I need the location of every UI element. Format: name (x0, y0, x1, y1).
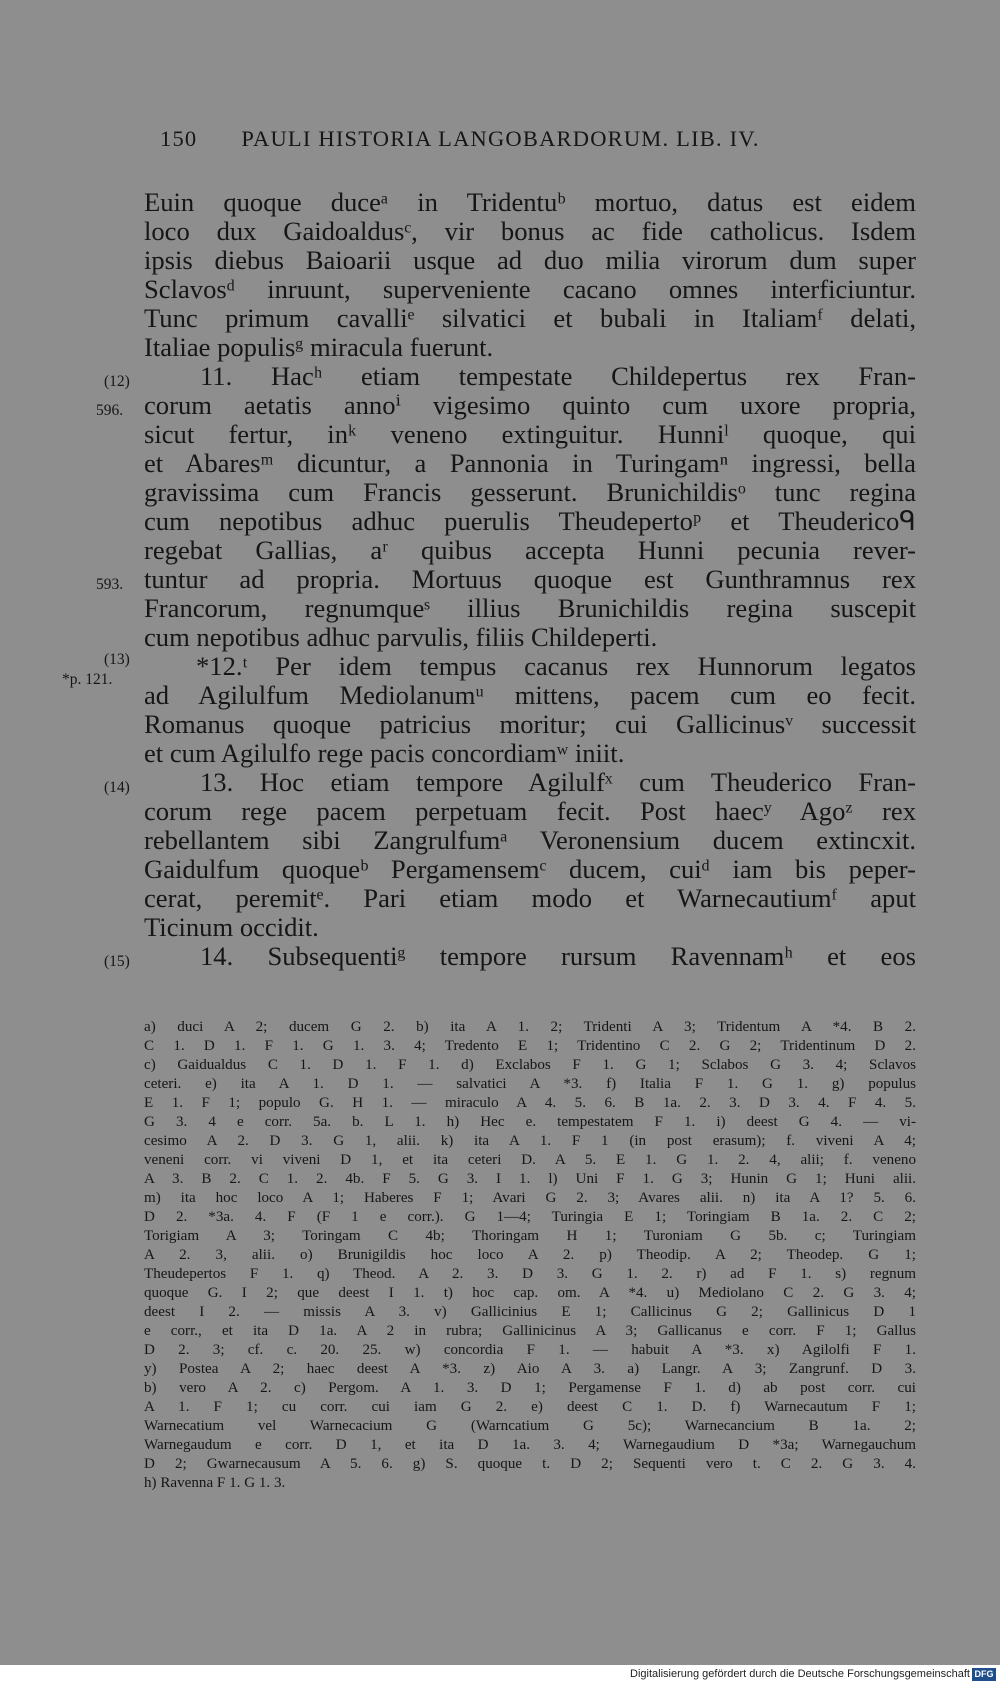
text-line: Francorum, regnumqueˢ illius Brunichildis regina suscepit (144, 593, 916, 623)
footnote-line: D 2. 3; cf. c. 20. 25. w) concordia F 1. — habuit A *3. x) Agilolfi F 1. (144, 1342, 916, 1358)
footnote-line: veneni corr. vi viveni D 1, et ita ceteri D. A 5. E 1. G 1. 2. 4, alii; f. veneno (144, 1152, 916, 1168)
text-line: Gaidulfum quoqueᵇ Pergamensemᶜ ducem, cuiᵈ iam bis peper- (144, 854, 916, 884)
footnote-line: Torigiam A 3; Toringam C 4b; Thoringam H 1; Turoniam G 5b. c; Turingiam (144, 1228, 916, 1244)
footnote-line: ceteri. e) ita A 1. D 1. — salvatici A *3. f) Italia F 1. G 1. g) populus (144, 1076, 916, 1092)
text-line: loco dux Gaidoaldusᶜ, vir bonus ac fide catholicus. Isdem (144, 216, 916, 246)
text-line: et Abaresᵐ dicuntur, a Pannonia in Turingamⁿ ingressi, bella (144, 448, 916, 478)
text-line: sicut fertur, inᵏ veneno extinguitur. Hunniˡ quoque, qui (144, 419, 916, 449)
chapter-14-start: 14. Subsequentiᵍ tempore rursum Ravennamʰ et eos (200, 941, 916, 971)
digitization-credit: Digitalisierung gefördert durch die Deutsche Forschungsgemeinschaft (630, 1668, 970, 1680)
footnote-line: A 3. B 2. C 1. 2. 4b. F 5. G 3. I 1. l) Uni F 1. G 3; Hunin G 1; Huni alii. (144, 1171, 916, 1187)
text-line: Euin quoque duceᵃ in Tridentuᵇ mortuo, datus est eidem (144, 187, 916, 217)
footnote-line: A 2. 3, alii. o) Brunigildis hoc loco A 2. p) Theodip. A 2; Theodep. G 1; (144, 1247, 916, 1263)
footnote-line: y) Postea A 2; haec deest A *3. z) Aio A 3. a) Langr. A 3; Zangrunf. D 3. (144, 1361, 916, 1377)
footnote-line: D 2; Gwarnecausum A 5. 6. g) S. quoque t. D 2; Sequenti vero t. C 2. G 3. 4. (144, 1456, 916, 1472)
chapter-12-start: *12.ᵗ Per idem tempus cacanus rex Hunnorum legatos (196, 651, 916, 681)
margin-year: 593. (96, 576, 124, 593)
footnote-line: D 2. *3a. 4. F (F 1 e corr.). G 1—4; Turingia E 1; Toringiam B 1a. 2. C 2; (144, 1209, 916, 1225)
footnote-line: Warnecatium vel Warnecacium G (Warncatium G 5c); Warnecancium B 1a. 2; (144, 1418, 916, 1434)
text-line: corum rege pacem perpetuam fecit. Post haecʸ Agoᶻ rex (144, 796, 916, 826)
text-line: cum nepotibus adhuc parvulis, filiis Childeperti. (144, 622, 658, 652)
page-number: 150 (160, 126, 198, 151)
margin-chapter-number: (13) (104, 651, 130, 668)
text-line: et cum Agilulfo rege pacis concordiamʷ iniit. (144, 738, 625, 768)
text-line: ad Agilulfum Mediolanumᵘ mittens, pacem cum eo fecit. (144, 680, 916, 710)
footnote-line: Theudepertos F 1. q) Theod. A 2. 3. D 3. G 1. 2. r) ad F 1. s) regnum (144, 1266, 916, 1282)
footnote-line: h) Ravenna F 1. G 1. 3. (144, 1475, 286, 1491)
text-line: Tunc primum cavalliᵉ silvatici et bubali in Italiamᶠ delati, (144, 303, 916, 333)
text-line: Ticinum occidit. (144, 912, 319, 942)
margin-chapter-number: (14) (104, 779, 130, 796)
text-line: Romanus quoque patricius moritur; cui Gallicinusᵛ successit (144, 709, 916, 739)
footnote-line: Warnegaudum e corr. D 1, et ita D 1a. 3. 4; Warnegaudium D *3a; Warnegauchum (144, 1437, 916, 1453)
footnote-line: b) vero A 2. c) Pergom. A 1. 3. D 1; Pergamense F 1. d) ab post corr. cui (144, 1380, 916, 1396)
footnote-line: cesimo A 2. D 3. G 1, alii. k) ita A 1. F 1 (in post erasum); f. viveni A 4; (144, 1133, 916, 1149)
text-line: cerat, peremitᵉ. Pari etiam modo et Warnecautiumᶠ aput (144, 883, 916, 913)
footnote-line: a) duci A 2; ducem G 2. b) ita A 1. 2; Tridenti A 3; Tridentum A *4. B 2. (144, 1019, 916, 1035)
text-line: corum aetatis annoⁱ vigesimo quinto cum uxore propria, (144, 390, 916, 420)
footnote-line: c) Gaidualdus C 1. D 1. F 1. d) Exclabos F 1. G 1; Sclabos G 3. 4; Sclavos (144, 1057, 916, 1073)
text-line: rebellantem sibi Zangrulfumᵃ Veronensium ducem extincxit. (144, 825, 916, 855)
footnote-line: deest I 2. — missis A 3. v) Gallicinius E 1; Callicinus G 2; Gallinicus D 1 (144, 1304, 916, 1320)
footnote-line: E 1. F 1; populo G. H 1. — miraculo A 4. 5. 6. B 1a. 2. 3. D 3. 4. F 4. 5. (144, 1095, 916, 1111)
footnote-line: quoque G. I 2; que deest I 1. t) hoc cap. om. A *4. u) Mediolano C 2. G 3. 4; (144, 1285, 916, 1301)
footnote-line: m) ita hoc loco A 1; Haberes F 1; Avari G 2. 3; Avares alii. n) ita A 1? 5. 6. (144, 1190, 916, 1206)
running-header (160, 126, 920, 152)
margin-year: 596. (96, 402, 124, 419)
margin-chapter-number: (15) (104, 953, 130, 970)
dfg-logo: DFG (972, 1668, 996, 1681)
footnote-line: e corr., et ita D 1a. A 2 in rubra; Gallinicinus A 3; Gallicanus e corr. F 1; Gallus (144, 1323, 916, 1339)
text-line: gravissima cum Francis gesserunt. Brunichildisᵒ tunc regina (144, 477, 916, 507)
margin-chapter-number: (12) (104, 373, 130, 390)
chapter-11-start: 11. Hacʰ etiam tempestate Childepertus rex Fran- (200, 361, 916, 391)
text-line: cum nepotibus adhuc puerulis Theudepertoᵖ et Theudericoᑫ (144, 506, 916, 536)
text-line: ipsis diebus Baioarii usque ad duo milia virorum dum super (144, 245, 916, 275)
text-line: regebat Gallias, aʳ quibus accepta Hunni pecunia rever- (144, 535, 916, 565)
margin-page-reference: *p. 121. (62, 671, 113, 688)
footnote-line: C 1. D 1. F 1. G 1. 3. 4; Tredento E 1; Tridentino C 2. G 2; Tridentinum D 2. (144, 1038, 916, 1054)
text-line: tuntur ad propria. Mortuus quoque est Gunthramnus rex (144, 564, 916, 594)
running-title: PAULI HISTORIA LANGOBARDORUM. LIB. IV. (241, 126, 760, 151)
text-line: Sclavosᵈ inruunt, superveniente cacano omnes interficiuntur. (144, 274, 916, 304)
footnote-line: G 3. 4 e corr. 5a. b. L 1. h) Hec e. tempestatem F 1. i) deest G 4. — vi- (144, 1114, 916, 1130)
text-line: Italiae populisᵍ miracula fuerunt. (144, 332, 494, 362)
chapter-13-start: 13. Hoc etiam tempore Agilulfˣ cum Theuderico Fran- (200, 767, 916, 797)
footnote-line: A 1. F 1; cu corr. cui iam G 2. e) deest C 1. D. f) Warnecautum F 1; (144, 1399, 916, 1415)
